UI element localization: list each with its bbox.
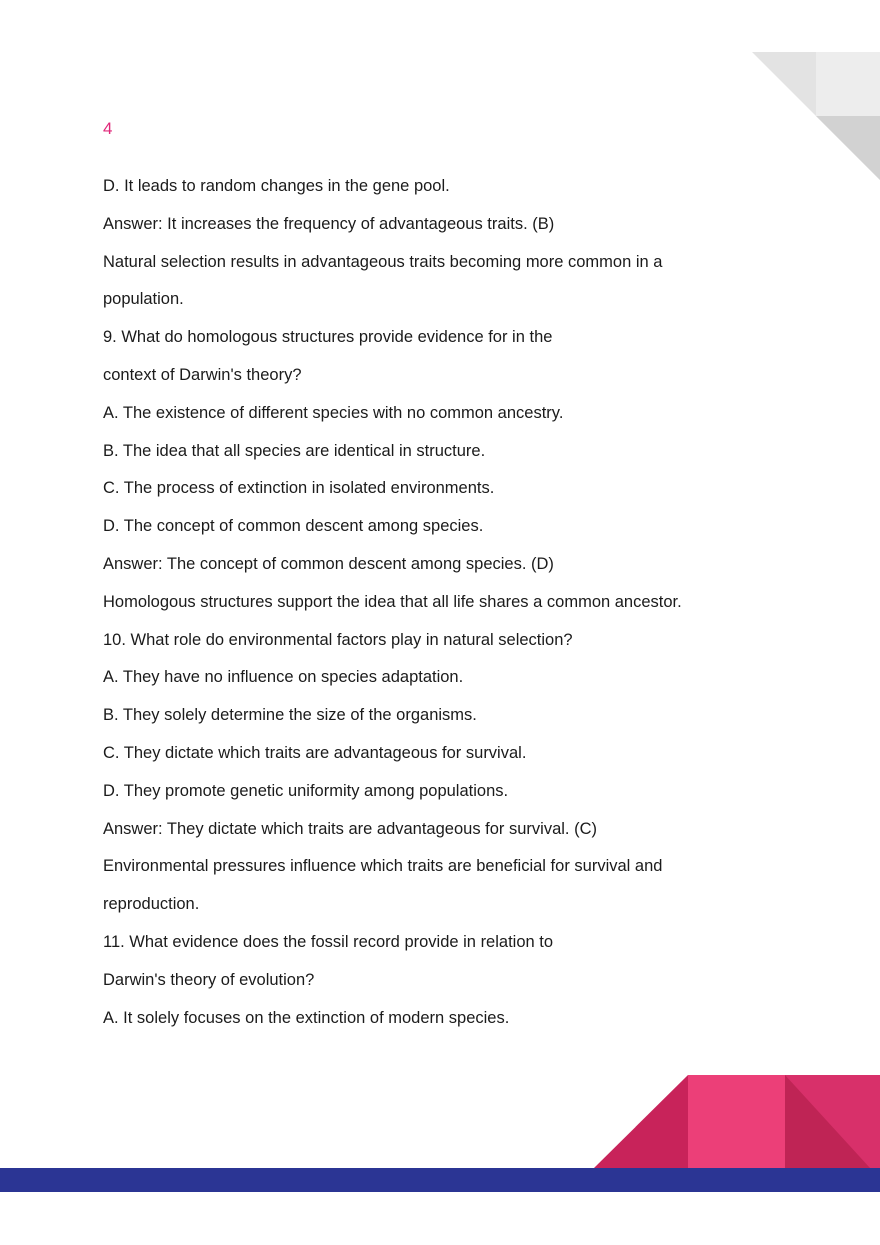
bottom-dark-pink-triangle xyxy=(594,1075,688,1168)
option-line: A. The existence of different species with no common ancestry. xyxy=(103,403,564,422)
explanation-line: reproduction. xyxy=(103,895,200,914)
corner-gray-square xyxy=(816,52,880,116)
text-line: D. It leads to random changes in the gene pool. xyxy=(103,177,450,195)
text-line: population. xyxy=(103,290,184,309)
explanation-line: Homologous structures support the idea that all life shares a common ancestor. xyxy=(103,592,682,611)
explanation-line: Environmental pressures influence which traits are beneficial for survival and xyxy=(103,857,663,876)
question-line: 9. What do homologous structures provide evidence for in the xyxy=(103,328,553,347)
question-line: Darwin's theory of evolution? xyxy=(103,970,315,989)
option-line: C. The process of extinction in isolated environments. xyxy=(103,479,495,498)
footer-bar xyxy=(0,1168,880,1192)
answer-line: Answer: The concept of common descent among species. (D) xyxy=(103,554,554,573)
bottom-right-shadow-triangle xyxy=(785,1075,870,1168)
corner-gray-triangle-dark xyxy=(816,116,880,180)
option-line: D. They promote genetic uniformity among populations. xyxy=(103,781,509,800)
option-line: A. They have no influence on species adaptation. xyxy=(103,668,464,687)
document-body xyxy=(103,168,783,1037)
corner-gray-triangle-light xyxy=(752,52,880,180)
question-line: 11. What evidence does the fossil record provide in relation to xyxy=(103,932,554,951)
question-line: context of Darwin's theory? xyxy=(103,365,302,384)
option-line: C. They dictate which traits are advantageous for survival. xyxy=(103,743,527,762)
option-line: D. The concept of common descent among species. xyxy=(103,517,484,536)
text-line: Natural selection results in advantageous traits becoming more common in a xyxy=(103,252,663,271)
page-number: 4 xyxy=(103,119,113,138)
option-line: B. The idea that all species are identical in structure. xyxy=(103,441,486,460)
option-line: B. They solely determine the size of the organisms. xyxy=(103,706,477,725)
bottom-pink-block xyxy=(688,1075,785,1168)
question-line: 10. What role do environmental factors play in natural selection? xyxy=(103,630,573,649)
bottom-right-pink-block xyxy=(785,1075,880,1168)
answer-line: Answer: They dictate which traits are advantageous for survival. (C) xyxy=(103,819,597,838)
option-line: A. It solely focuses on the extinction of modern species. xyxy=(103,1008,510,1027)
text-line: Answer: It increases the frequency of advantageous traits. (B) xyxy=(103,214,555,233)
